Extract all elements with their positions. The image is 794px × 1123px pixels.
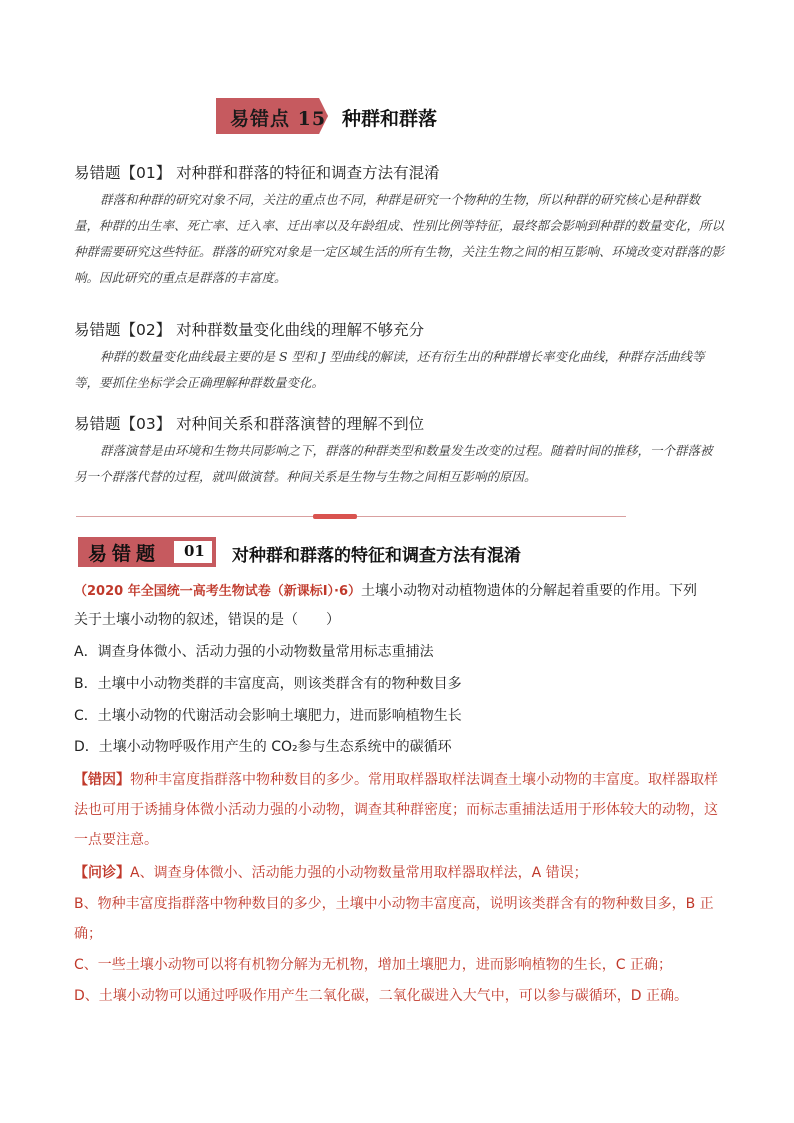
question-stem-line-1 (74, 580, 697, 603)
question-source: （2020 年全国统一高考生物试卷（新课标Ⅰ）·6） (74, 584, 362, 599)
question-stem-1: 土壤小动物对动植物遗体的分解起着重要的作用。下列 (361, 583, 698, 599)
point-heading-2: 易错题【02】 对种群数量变化曲线的理解不够充分 (74, 321, 425, 339)
divider-accent (313, 514, 357, 519)
point-text-3: 群落演替是由环境和生物共同影响之下，群落的种群类型和数量发生改变的过程。随着时间的推移，一个群落被另一个群落代替的过程，就叫做演替。种间关系是生物与生物之间相互影响的原因。 (74, 443, 713, 484)
question-stem-line-2: 关于土壤小动物的叙述，错误的是（ ） (74, 612, 340, 628)
error-cause-text: 物种丰富度指群落中物种数目的多少。常用取样器取样法调查土壤小动物的丰富度。取样器取样法也可用于诱捕身体微小活动力强的小动物，调查其种群密度；而标志重捕法适用于形体较大的动物，这一点要注意。 (74, 772, 718, 848)
option-a: A．调查身体微小、活动力强的小动物数量常用标志重捕法 (74, 644, 434, 660)
section-tag-number: 01 (184, 542, 205, 560)
section-tag-label: 易错题 (88, 543, 161, 565)
option-b: B．土壤中小动物类群的丰富度高，则该类群含有的物种数目多 (74, 676, 462, 692)
option-c: C．土壤小动物的代谢活动会影响土壤肥力，进而影响植物生长 (74, 708, 462, 724)
diagnosis-line-c: C、一些土壤小动物可以将有机物分解为无机物，增加土壤肥力，进而影响植物的生长，C 正确； (74, 957, 672, 973)
diagnosis-line-b: B、物种丰富度指群落中物种数目的多少，土壤中小动物丰富度高，说明该类群含有的物种数目多，B 正确； (74, 896, 714, 942)
option-d: D．土壤小动物呼吸作用产生的 CO₂参与生态系统中的碳循环 (74, 739, 452, 755)
banner-title: 种群和群落 (342, 108, 438, 130)
error-cause-label: 【错因】 (74, 772, 130, 788)
diagnosis-label: 【问诊】 (74, 865, 130, 881)
point-heading-3: 易错题【03】 对种间关系和群落演替的理解不到位 (74, 415, 425, 433)
point-text-2: 种群的数量变化曲线最主要的是 S 型和 J 型曲线的解读，还有衍生出的种群增长率变化曲线，种群存活曲线等等，要抓住坐标学会正确理解种群数量变化。 (74, 349, 705, 390)
diagnosis-line-a (74, 858, 724, 888)
point-heading-1: 易错题【01】 对种群和群落的特征和调查方法有混淆 (74, 164, 440, 182)
banner-label: 易错点 15 (230, 108, 327, 130)
section-title: 对种群和群落的特征和调查方法有混淆 (232, 546, 521, 566)
diagnosis-text-a: A、调查身体微小、活动能力强的小动物数量常用取样器取样法，A 错误； (130, 865, 588, 881)
point-text-1: 群落和种群的研究对象不同，关注的重点也不同，种群是研究一个物种的生物，所以种群的研究核心是种群数量，种群的出生率、死亡率、迁入率、迁出率以及年龄组成、性别比例等特征，最终都会影响到种群的数量变化，所以种群需要研究这些特征。群落的研究对象是一定区域生活的所有生物，关注生物之间的相互影响、环境改变对群落的影响。因此研究的重点是群落的丰富度。 (74, 192, 725, 285)
error-cause (74, 765, 724, 855)
diagnosis-line-d: D、土壤小动物可以通过呼吸作用产生二氧化碳，二氧化碳进入大气中，可以参与碳循环，D 正确。 (74, 988, 689, 1004)
